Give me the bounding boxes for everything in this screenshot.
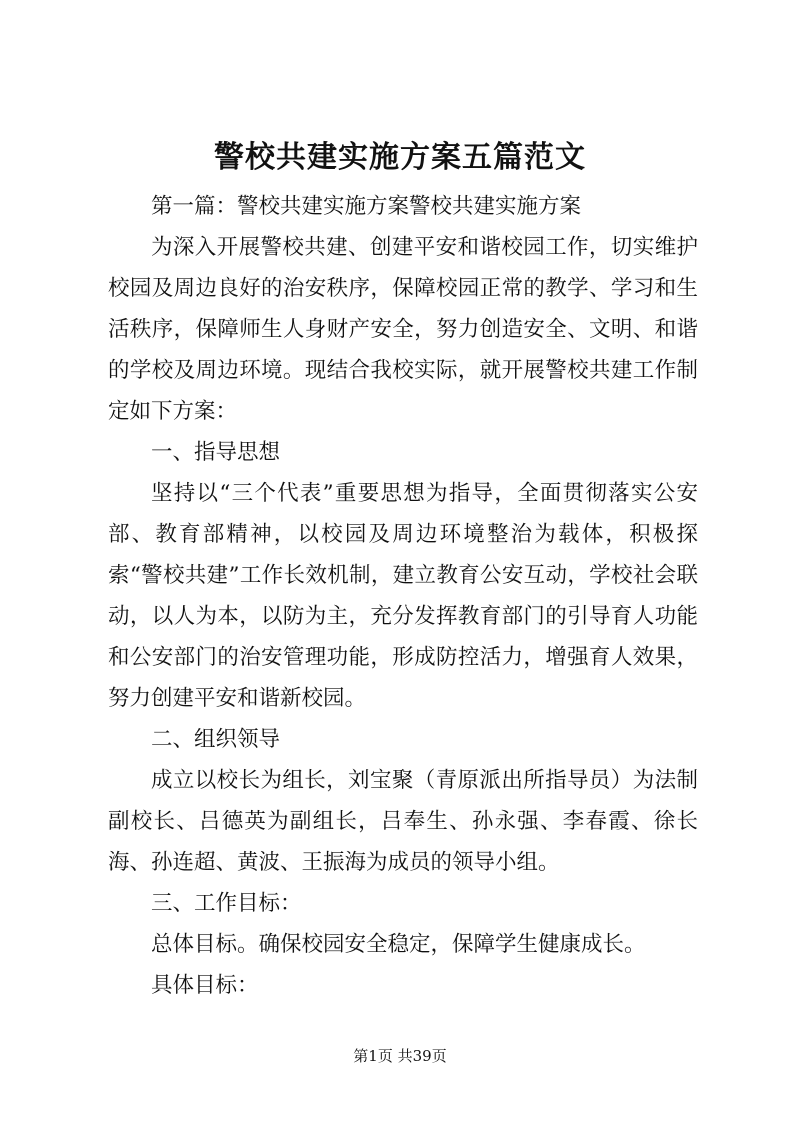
specific-goals-heading: 具体目标： bbox=[151, 973, 259, 998]
page-number-footer: 第1页 共39页 bbox=[353, 1047, 447, 1065]
section-heading-guiding-ideology: 一、指导思想 bbox=[151, 440, 281, 465]
document-title: 警校共建实施方案五篇范文 bbox=[214, 140, 586, 175]
guiding-ideology-paragraph: 坚持以“三个代表”重要思想为指导，全面贯彻落实公安部、教育部精神，以校园及周边环境整治为载体，积极探索“警校共建”工作长效机制，建立教育公安互动，学校社会联动，以人为本，以防为主，充分发挥教育部门的引导育人功能和公安部门的治安管理功能，形成防控活力，增强育人效果，努力创建平安和谐新校园。 bbox=[108, 481, 698, 711]
section-heading-part-one: 第一篇：警校共建实施方案警校共建实施方案 bbox=[151, 194, 582, 219]
organization-paragraph: 成立以校长为组长，刘宝聚（青原派出所指导员）为法制副校长、吕德英为副组长，吕奉生、孙永强、李春霞、徐长海、孙连超、黄波、王振海为成员的领导小组。 bbox=[108, 768, 698, 875]
section-heading-organization: 二、组织领导 bbox=[151, 727, 281, 752]
section-heading-work-goals: 三、工作目标： bbox=[151, 891, 302, 916]
document-body bbox=[108, 186, 698, 1006]
intro-paragraph: 为深入开展警校共建、创建平安和谐校园工作，切实维护校园及周边良好的治安秩序，保障校园正常的教学、学习和生活秩序，保障师生人身财产安全，努力创造安全、文明、和谐的学校及周边环境。现结合我校实际，就开展警校共建工作制定如下方案： bbox=[108, 235, 698, 424]
overall-goal-paragraph: 总体目标。确保校园安全稳定，保障学生健康成长。 bbox=[151, 932, 646, 957]
